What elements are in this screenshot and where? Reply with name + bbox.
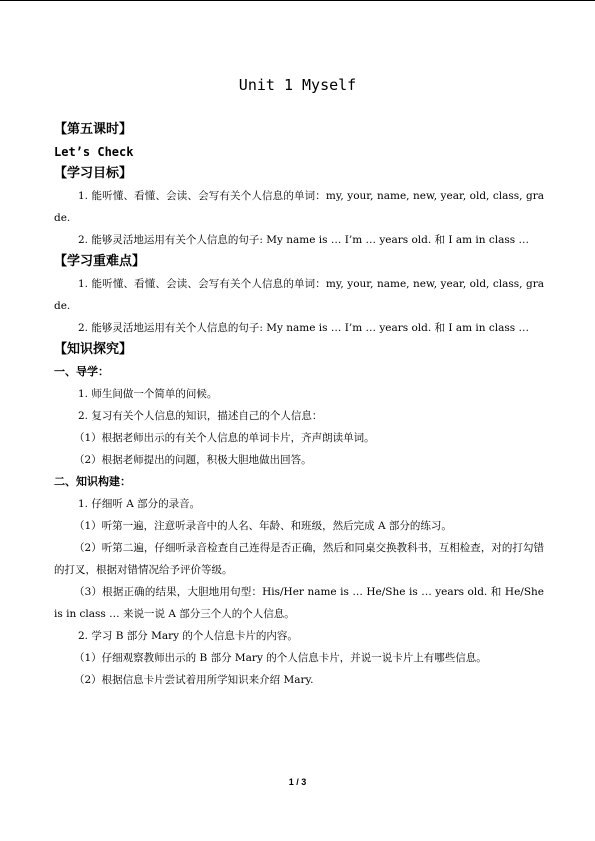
keypoints-item-1: 1. 能听懂、看懂、会读、会写有关个人信息的单词：my, your, name, new, year, old, class, grade. xyxy=(54,278,544,312)
build-heading: 二、知识构建： xyxy=(54,475,131,488)
document-body xyxy=(54,119,544,691)
lesson-heading: 【第五课时】 xyxy=(54,122,133,137)
build-sub-2: （2）听第二遍，仔细听录音检查自己连得是否正确，然后和同桌交换教科书，互相检查，对的打勾错的打叉，根据对错情况给予评价等级。 xyxy=(54,542,544,576)
keypoints-heading: 【学习重难点】 xyxy=(54,254,146,269)
guide-item-2: 2. 复习有关个人信息的知识，描述自己的个人信息： xyxy=(78,410,323,422)
build-sub-5: （2）根据信息卡片尝试着用所学知识来介绍 Mary. xyxy=(74,674,314,686)
guide-item-1: 1. 师生间做一个简单的问候。 xyxy=(78,388,218,400)
build-sub-4: （1）仔细观察教师出示的 B 部分 Mary 的个人信息卡片，并说一说卡片上有哪些信息。 xyxy=(74,652,487,664)
build-sub-1: （1）听第一遍，注意听录音中的人名、年龄、和班级，然后完成 A 部分的练习。 xyxy=(74,520,452,532)
top-border-line xyxy=(0,0,595,1)
goals-heading: 【学习目标】 xyxy=(54,166,133,181)
guide-sub-2: （2）根据老师提出的问题，积极大胆地做出回答。 xyxy=(74,454,312,466)
build-sub-3: （3）根据正确的结果，大胆地用句型：His/Her name is … He/She is … years old. 和 He/She is in class … 来说一说 A 部分三个人的个人信息。 xyxy=(54,586,544,620)
page-title: Unit 1 Myself xyxy=(238,76,357,94)
goals-item-2: 2. 能够灵活地运用有关个人信息的句子: My name is … I’m … years old. 和 I am in class … xyxy=(78,234,529,246)
goals-item-1: 1. 能听懂、看懂、会读、会写有关个人信息的单词：my, your, name, new, year, old, class, grade. xyxy=(54,190,544,224)
explore-heading: 【知识探究】 xyxy=(54,342,133,357)
guide-sub-1: （1）根据老师出示的有关个人信息的单词卡片，齐声朗读单词。 xyxy=(74,432,375,444)
page-number: 1 / 3 xyxy=(288,777,307,787)
guide-heading: 一、导学： xyxy=(54,365,109,378)
build-item-1: 1. 仔细听 A 部分的录音。 xyxy=(78,498,201,510)
keypoints-item-2: 2. 能够灵活地运用有关个人信息的句子: My name is … I’m … years old. 和 I am in class … xyxy=(78,322,529,334)
lesson-subtitle: Let’s Check xyxy=(54,145,134,159)
build-item-2: 2. 学习 B 部分 Mary 的个人信息卡片的内容。 xyxy=(78,630,298,642)
